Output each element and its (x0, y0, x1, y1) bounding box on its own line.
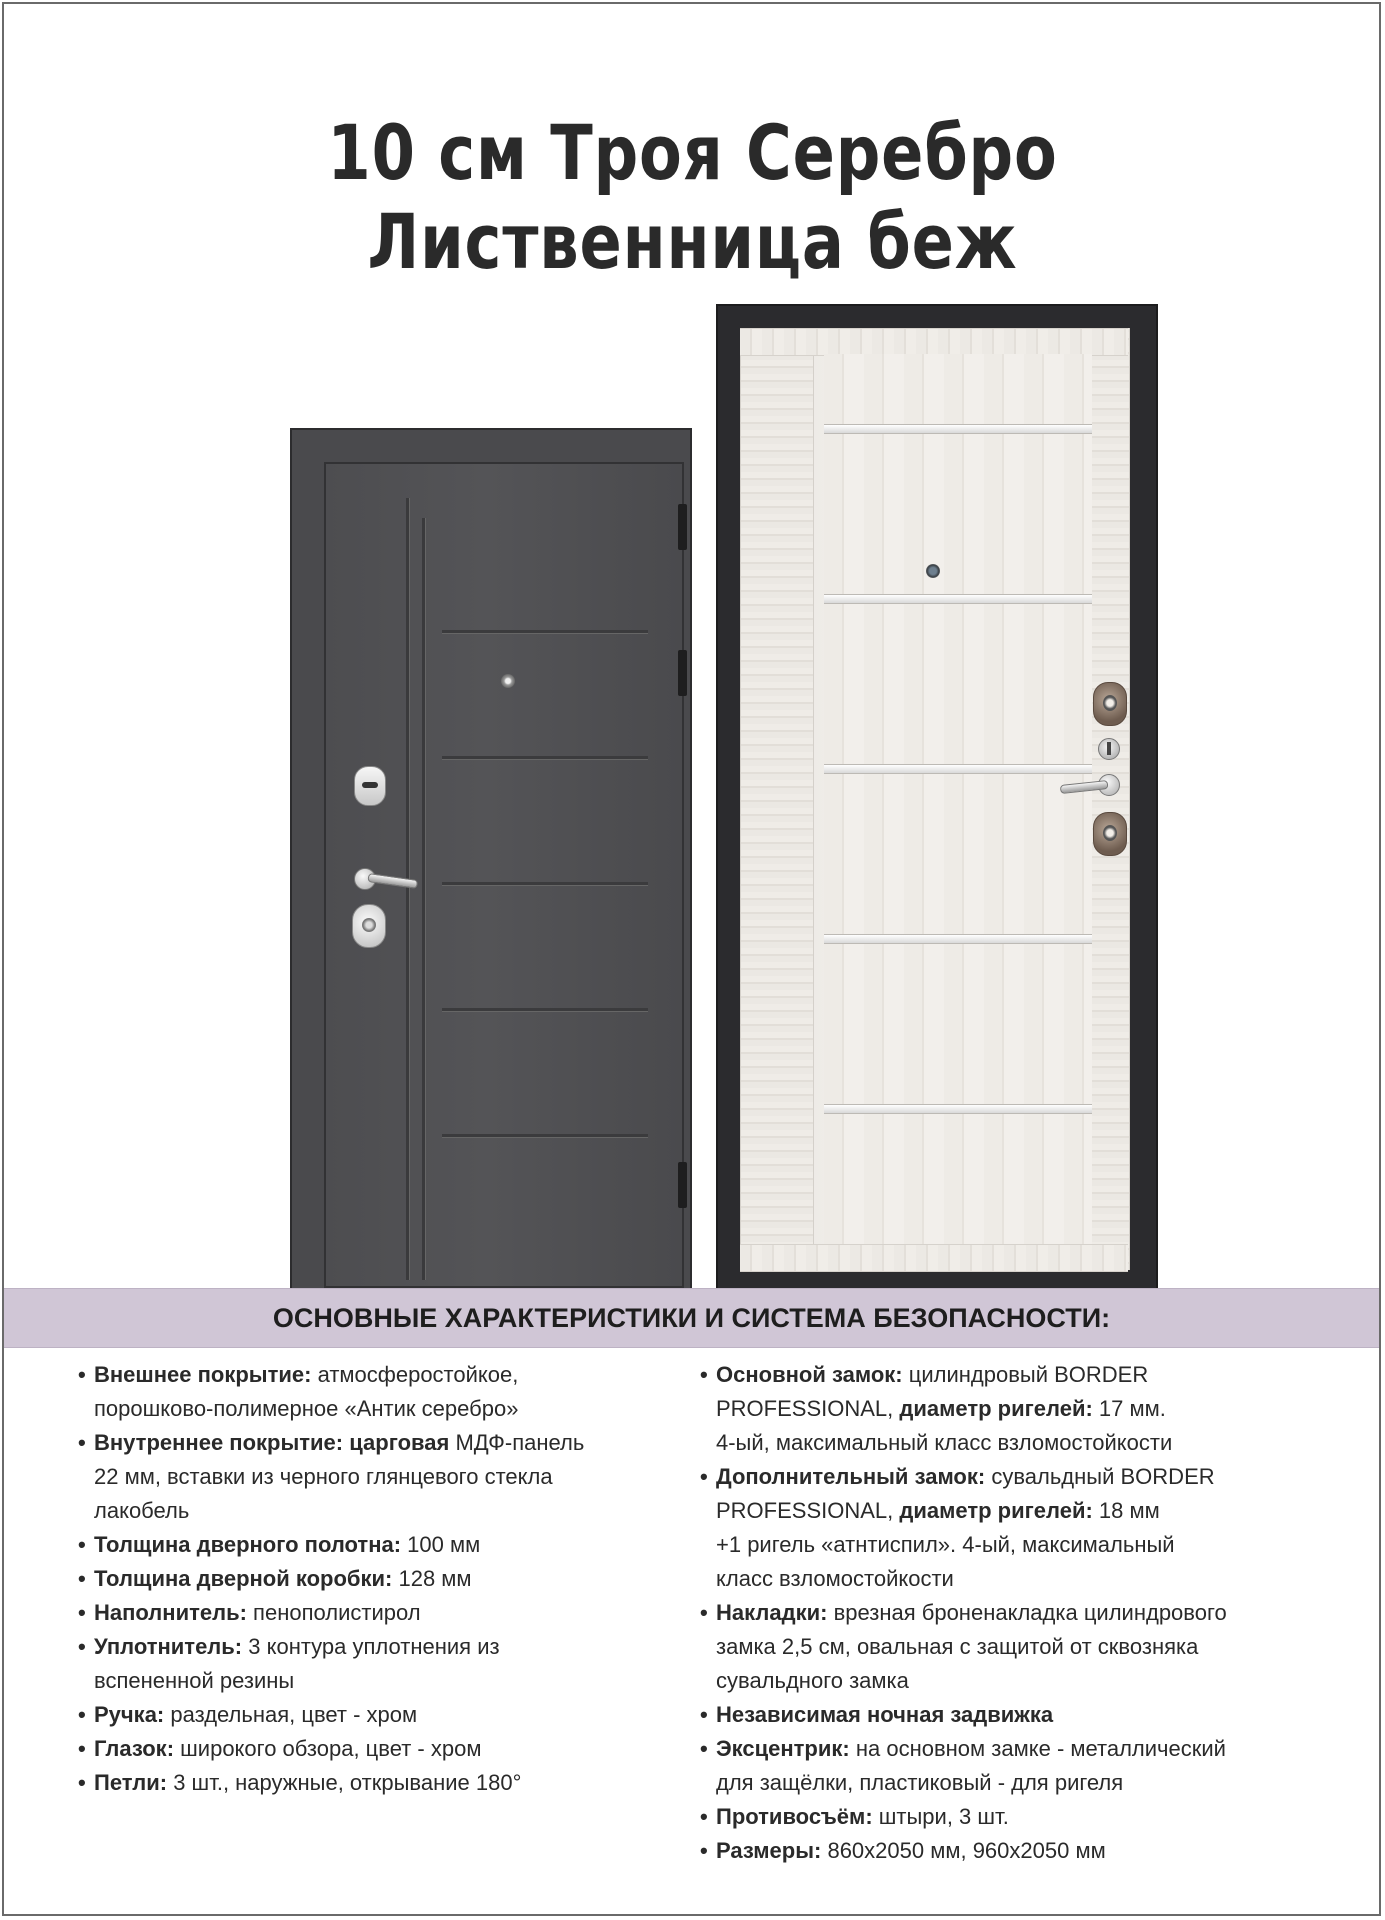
lock-plate-icon (1093, 682, 1127, 726)
spec-item (78, 1426, 678, 1528)
horizontal-groove (442, 756, 648, 759)
bullet-icon: • (700, 1702, 708, 1727)
bullet-icon: • (78, 1362, 86, 1387)
spec-first-line (716, 1838, 1106, 1863)
spec-continuation: порошково-полимерное «Антик серебро» (94, 1396, 519, 1421)
cylinder-lock-icon (1093, 812, 1127, 856)
spec-continuation: класс взломостойкости (716, 1566, 954, 1591)
spec-item (700, 1596, 1320, 1698)
spec-first-line (94, 1600, 421, 1625)
spec-item (78, 1358, 678, 1426)
bullet-icon: • (78, 1702, 86, 1727)
outer-door-image (290, 428, 692, 1290)
spec-label: Глазок: (94, 1736, 175, 1761)
section-title: ОСНОВНЫЕ ХАРАКТЕРИСТИКИ И СИСТЕМА БЕЗОПАСНОСТИ: (272, 1302, 1111, 1333)
horizontal-groove (442, 630, 648, 633)
spec-label: Внешнее покрытие: (94, 1362, 312, 1387)
spec-label: Противосъём: (716, 1804, 873, 1829)
bullet-icon: • (78, 1770, 86, 1795)
glass-insert (824, 934, 1092, 944)
spec-label: Наполнитель: (94, 1600, 247, 1625)
spec-label: диаметр ригелей: (899, 1396, 1093, 1421)
bullet-icon: • (700, 1362, 708, 1387)
characteristics-left-column (78, 1358, 678, 1800)
spec-value: 18 мм (1092, 1498, 1160, 1523)
spec-continuation: 4-ый, максимальный класс взломостойкости (716, 1430, 1173, 1455)
spec-label: Петли: (94, 1770, 168, 1795)
vertical-groove (422, 518, 425, 1280)
spec-first-line (94, 1430, 584, 1455)
inner-door-leaf (740, 328, 1128, 1270)
spec-continuation: замка 2,5 см, овальная с защитой от сквозняка (716, 1634, 1199, 1659)
vertical-groove (406, 498, 409, 1280)
spec-value: на основном замке - металлический (849, 1736, 1226, 1761)
spec-continuation (716, 1392, 1320, 1426)
spec-label: Внутреннее покрытие: (94, 1430, 344, 1455)
spec-continuation: вспененной резины (94, 1668, 295, 1693)
spec-value: штыри, 3 шт. (872, 1804, 1009, 1829)
spec-item (700, 1698, 1320, 1732)
spec-first-line (716, 1362, 1148, 1387)
bullet-icon: • (700, 1600, 708, 1625)
spec-first-line (94, 1566, 472, 1591)
spec-value: сувальдный BORDER (985, 1464, 1215, 1489)
spec-label: Толщина дверного полотна: (94, 1532, 402, 1557)
bullet-icon: • (700, 1838, 708, 1863)
spec-first-line (94, 1736, 481, 1761)
horizontal-groove (442, 1134, 648, 1137)
spec-first-line (716, 1804, 1009, 1829)
spec-first-line (716, 1600, 1227, 1625)
bullet-icon: • (700, 1464, 708, 1489)
bottom-rail (740, 1244, 1128, 1272)
spec-label: диаметр ригелей: (899, 1498, 1093, 1523)
spec-value: атмосферостойкое, (311, 1362, 519, 1387)
spec-value: МДФ-панель (449, 1430, 585, 1455)
spec-item (78, 1528, 678, 1562)
glass-insert (824, 764, 1092, 774)
spec-item (78, 1596, 678, 1630)
horizontal-groove (442, 1008, 648, 1011)
glass-insert (824, 1104, 1092, 1114)
spec-value: PROFESSIONAL, (716, 1498, 900, 1523)
spec-label: Размеры: (716, 1838, 822, 1863)
spec-first-line (94, 1362, 518, 1387)
spec-label: Уплотнитель: (94, 1634, 243, 1659)
spec-label: Накладки: (716, 1600, 828, 1625)
spec-label: Дополнительный замок: (716, 1464, 986, 1489)
spec-value: 128 мм (392, 1566, 472, 1591)
bullet-icon: • (78, 1532, 86, 1557)
spec-item (78, 1698, 678, 1732)
spec-item (78, 1562, 678, 1596)
top-rail (740, 328, 1128, 356)
spec-label: Ручка: (94, 1702, 165, 1727)
spec-continuation: +1 ригель «атнтиспил». 4-ый, максимальный (716, 1532, 1175, 1557)
glass-insert (824, 424, 1092, 434)
spec-label: Основной замок: (716, 1362, 903, 1387)
spec-continuation: сувальдного замка (716, 1668, 909, 1693)
outer-door-leaf (324, 462, 684, 1288)
spec-continuation: лакобель (94, 1498, 190, 1523)
horizontal-groove (442, 882, 648, 885)
spec-first-line (94, 1532, 480, 1557)
spec-item (700, 1732, 1320, 1800)
bullet-icon: • (78, 1736, 86, 1761)
page-title: 10 см Троя Серебро Лиственница беж (327, 108, 1058, 286)
peephole-icon (501, 674, 515, 688)
spec-item (700, 1834, 1320, 1868)
spec-label: Независимая ночная задвижка (716, 1702, 1054, 1727)
bullet-icon: • (78, 1430, 86, 1455)
spec-continuation (716, 1494, 1320, 1528)
spec-first-line (94, 1702, 417, 1727)
spec-continuation: 22 мм, вставки из черного глянцевого стекла (94, 1464, 553, 1489)
spec-first-line (716, 1736, 1226, 1761)
spec-first-line (716, 1464, 1215, 1489)
spec-value: цилиндровый BORDER (902, 1362, 1149, 1387)
spec-value: 17 мм. (1092, 1396, 1166, 1421)
spec-first-line (94, 1634, 500, 1659)
spec-continuation: для защёлки, пластиковый - для ригеля (716, 1770, 1124, 1795)
spec-value: 100 мм (401, 1532, 481, 1557)
hinge-icon (678, 504, 687, 550)
spec-value: пенополистирол (246, 1600, 421, 1625)
bullet-icon: • (700, 1804, 708, 1829)
spec-item (78, 1732, 678, 1766)
spec-item (700, 1800, 1320, 1834)
characteristics-header (4, 1288, 1379, 1348)
bullet-icon: • (700, 1736, 708, 1761)
spec-value: PROFESSIONAL, (716, 1396, 900, 1421)
spec-item (78, 1766, 678, 1800)
bullet-icon: • (78, 1600, 86, 1625)
peephole-icon (926, 564, 940, 578)
night-latch-icon (1098, 738, 1120, 760)
spec-first-line (94, 1770, 521, 1795)
spec-value: раздельная, цвет - хром (164, 1702, 418, 1727)
spec-item (700, 1358, 1320, 1460)
spec-value: широкого обзора, цвет - хром (174, 1736, 482, 1761)
door-handle-icon (367, 873, 418, 889)
lock-plate-icon (354, 766, 386, 806)
spec-item (700, 1460, 1320, 1596)
spec-first-line (716, 1702, 1053, 1727)
spec-label: царговая (343, 1430, 450, 1455)
spec-label: Толщина дверной коробки: (94, 1566, 393, 1591)
spec-value: 3 шт., наружные, открывание 180° (167, 1770, 522, 1795)
hinge-icon (678, 650, 687, 696)
spec-label: Эксцентрик: (716, 1736, 850, 1761)
inner-door-image (716, 304, 1158, 1290)
characteristics-right-column (700, 1358, 1320, 1868)
hinge-icon (678, 1162, 687, 1208)
spec-value: 3 контура уплотнения из (242, 1634, 500, 1659)
bullet-icon: • (78, 1634, 86, 1659)
left-stile (740, 328, 814, 1270)
spec-value: врезная броненакладка цилиндрового (827, 1600, 1227, 1625)
spec-value: 860х2050 мм, 960х2050 мм (821, 1838, 1106, 1863)
glass-insert (824, 594, 1092, 604)
bullet-icon: • (78, 1566, 86, 1591)
cylinder-lock-icon (352, 904, 386, 948)
spec-item (78, 1630, 678, 1698)
